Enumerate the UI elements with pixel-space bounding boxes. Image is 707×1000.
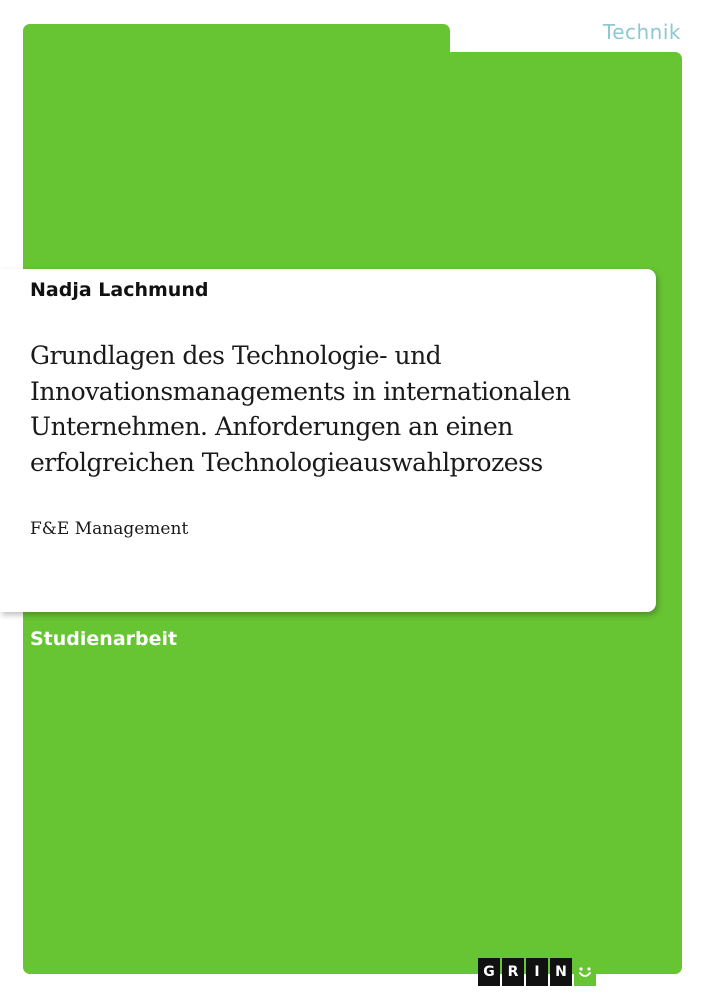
logo-letter: I (526, 958, 548, 986)
logo-letter: G (478, 958, 500, 986)
author-name: Nadja Lachmund (30, 279, 209, 301)
document-type: Studienarbeit (30, 628, 178, 650)
category-label: Technik (602, 20, 681, 44)
logo-letter: N (550, 958, 572, 986)
logo-letter: R (502, 958, 524, 986)
publisher-logo (478, 958, 596, 986)
document-title: Grundlagen des Technologie- und Innovationsmanagements in internationalen Unternehmen. Anforderungen an einen erfolgreichen Technologieauswahlprozess (30, 341, 571, 477)
document-subtitle: F&E Management (30, 519, 189, 539)
smile-icon (574, 958, 596, 986)
